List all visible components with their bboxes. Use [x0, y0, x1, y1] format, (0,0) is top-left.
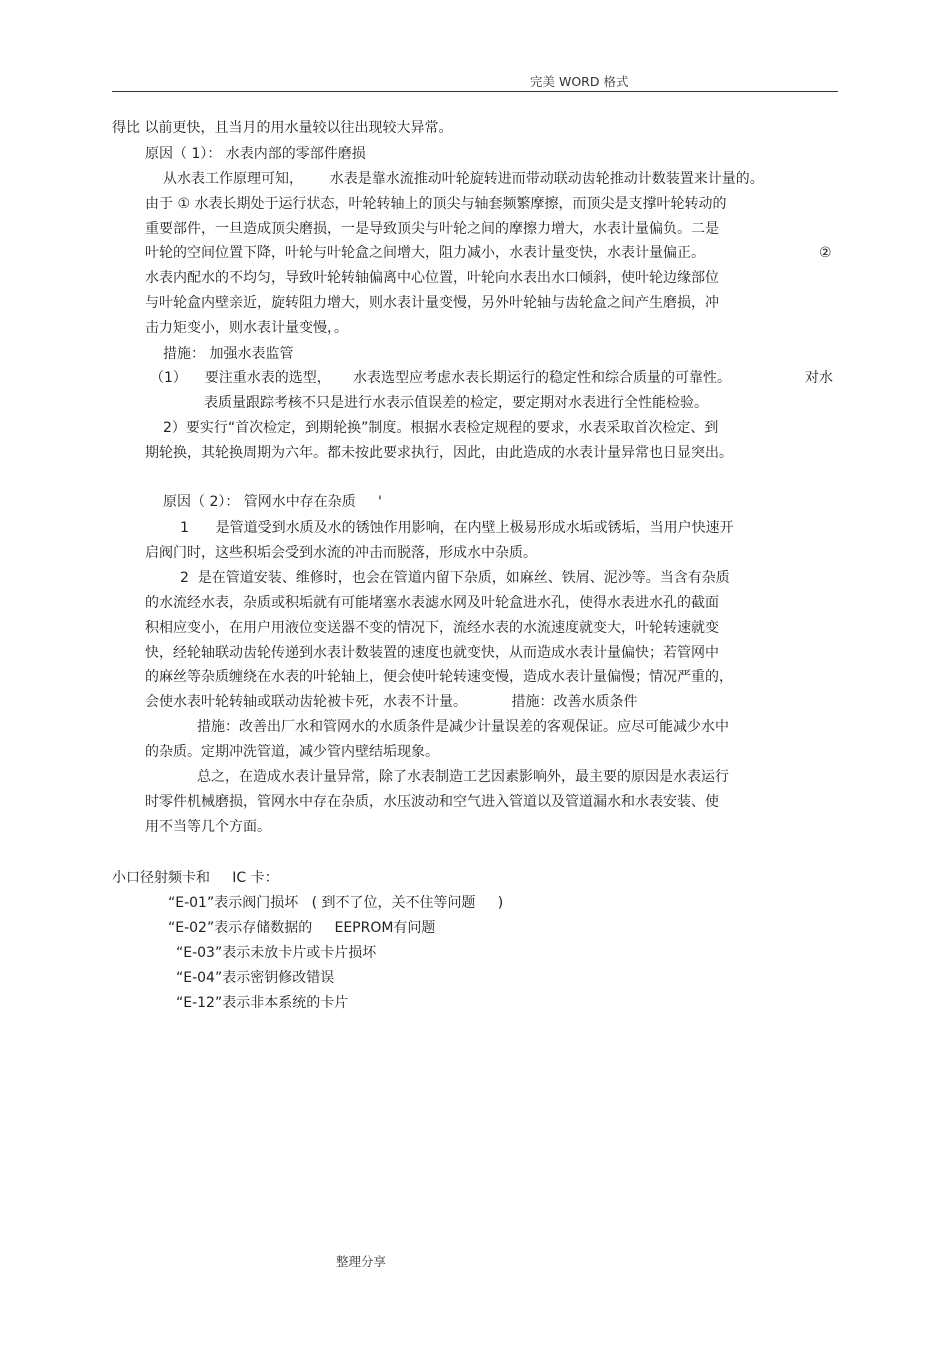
section-heading: 原因（ 1）： 水表内部的零部件磨损 — [145, 146, 366, 162]
text-line: 得比 以前更快，且当月的用水量较以往出现较大异常。 — [112, 120, 453, 136]
text-line: 与叶轮盒内壁亲近，旋转阻力增大，则水表计量变慢，另外叶轮轴与齿轮盒之间产生磨损，冲 — [145, 295, 719, 311]
text-line-fragment: 对水 — [805, 370, 833, 386]
text-line: 时零件机械磨损，管网水中存在杂质，水压波动和空气进入管道以及管道漏水和水表安装、使 — [145, 794, 719, 810]
text-line: 的麻丝等杂质缠绕在水表的叶轮轴上，便会使叶轮转速变慢，造成水表计量偏慢；情况严重的， — [145, 669, 733, 685]
section-heading: 小口径射频卡和 IC 卡： — [112, 870, 279, 886]
text-line: 的水流经水表，杂质或积垢就有可能堵塞水表滤水网及叶轮盒进水孔，使得水表进水孔的截面 — [145, 595, 719, 611]
text-line: （1） 要注重水表的选型， 水表选型应考虑水表长期运行的稳定性和综合质量的可靠性。 — [150, 370, 731, 386]
text-line: 启阀门时，这些积垢会受到水流的冲击而脱落，形成水中杂质。 — [145, 545, 537, 561]
text-line: 从水表工作原理可知， 水表是靠水流推动叶轮旋转进而带动联动齿轮推动计数装置来计量的。 — [163, 171, 764, 187]
text-line: 会使水表叶轮转轴或联动齿轮被卡死，水表不计量。 措施：改善水质条件 — [145, 694, 638, 710]
text-line: 期轮换，其轮换周期为六年。都未按此要求执行，因此，由此造成的水表计量异常也日显突出。 — [145, 445, 733, 461]
text-line: 表质量跟踪考核不只是进行水表示值误差的检定，要定期对水表进行全性能检验。 — [204, 395, 708, 411]
text-line: 水表内配水的不均匀，导致叶轮转轴偏离中心位置，叶轮向水表出水口倾斜，使叶轮边缘部位 — [145, 270, 719, 286]
page-header — [112, 70, 838, 92]
text-line: 的杂质。定期冲洗管道，减少管内壁结垢现象。 — [145, 744, 439, 760]
text-line: 积相应变小，在用户用液位变送器不变的情况下，流经水表的水流速度就变大，叶轮转速就变 — [145, 620, 719, 636]
text-line: 2 是在管道安装、维修时，也会在管道内留下杂质，如麻丝、铁屑、泥沙等。当含有杂质 — [180, 570, 730, 586]
text-line: 措施：改善出厂水和管网水的水质条件是减少计量误差的客观保证。应尽可能减少水中 — [197, 719, 729, 735]
text-line: 由于 ① 水表长期处于运行状态，叶轮转轴上的顶尖与轴套频繁摩擦，而顶尖是支撑叶轮转动的 — [145, 196, 727, 212]
list-item: “E-01”表示阀门损坏 ( 到不了位，关不住等问题 ) — [168, 895, 504, 911]
header-title: 完美 WORD 格式 — [530, 74, 629, 89]
text-line: 重要部件，一旦造成顶尖磨损，一是导致顶尖与叶轮之间的摩擦力增大，水表计量偏负。二是 — [145, 221, 719, 237]
text-line: 用不当等几个方面。 — [145, 819, 271, 835]
text-line: 总之，在造成水表计量异常，除了水表制造工艺因素影响外，最主要的原因是水表运行 — [197, 769, 729, 785]
text-line: 叶轮的空间位置下降，叶轮与叶轮盒之间增大，阻力减小，水表计量变快，水表计量偏正。 — [145, 245, 705, 261]
list-item: “E-03”表示未放卡片或卡片损坏 — [176, 945, 377, 961]
text-line-fragment: ② — [819, 245, 832, 261]
section-heading: 措施： 加强水表监管 — [163, 346, 294, 362]
page-footer: 整理分享 — [336, 1254, 387, 1269]
text-line: 1 是管道受到水质及水的锈蚀作用影响，在内壁上极易形成水垢或锈垢，当用户快速开 — [180, 520, 734, 536]
text-line: 2）要实行“首次检定，到期轮换”制度。根据水表检定规程的要求，水表采取首次检定、到 — [163, 420, 719, 436]
section-heading: 原因（ 2）： 管网水中存在杂质 ' — [163, 494, 382, 510]
list-item: “E-12”表示非本系统的卡片 — [176, 995, 349, 1011]
list-item: “E-02”表示存储数据的 EEPROM有问题 — [168, 920, 436, 936]
list-item: “E-04”表示密钥修改错误 — [176, 970, 335, 986]
text-line: 快，经轮轴联动齿轮传递到水表计数装置的速度也就变快，从而造成水表计量偏快；若管网中 — [145, 645, 719, 661]
text-line: 击力矩变小，则水表计量变慢，。 — [145, 320, 348, 336]
